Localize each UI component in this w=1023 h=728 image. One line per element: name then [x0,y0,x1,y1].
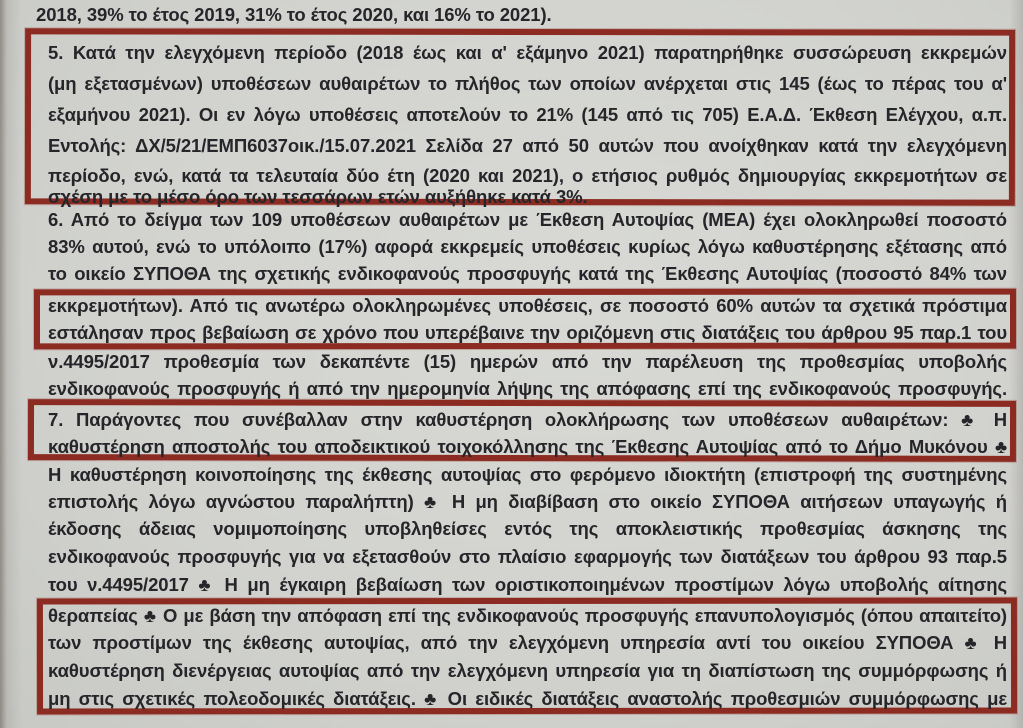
text-line: μη στις σχετικές πολεοδομικές διατάξεις. ♣ Οι ειδικές διατάξεις αναστολής προθεσμιών συμμόρφωσης με [48,688,1007,709]
text-line-paragraph-7-start: 7. Παράγοντες που συνέβαλλαν στην καθυστέρηση ολοκλήρωσης των υποθέσεων αυθαιρέτων: ♣ Η [48,409,1007,430]
text-line: 83% αυτού, ενώ το υπόλοιπο (17%) αφορά εκκρεμείς υποθέσεις κυρίως λόγω καθυστέρησης εξέτασης από [48,236,1007,257]
text-line: περίοδο, ενώ, κατά τα τελευταία δύο έτη (2020 και 2021), ο ετήσιος ρυθμός δημιουργίας εκκρεμοτήτων σε [48,165,1007,186]
text-line: Εντολής: ΔΧ/5/21/ΕΜΠ6037οικ./15.07.2021 Σελίδα 27 από 50 αυτών που ανοίχθηκαν κατά την ελεγχόμενη [48,135,1007,156]
text-line: Η καθυστέρηση κοινοποίησης της έκθεσης αυτοψίας στο φερόμενο ιδιοκτήτη (επιστροφή της συστημένης [48,464,1007,485]
text-line: εστάλησαν προς βεβαίωση σε χρόνο που υπερέβαινε την οριζόμενη στις διατάξεις του άρθρου 95 παρ.1 του [48,322,1007,343]
text-line: των προστίμων της έκθεσης αυτοψίας, από την ελεγχόμενη υπηρεσία αντί του οικείου ΣΥΠΟΘΑ ♣ Η [48,632,1007,653]
text-line: (μη εξετασμένων) υποθέσεων αυθαιρέτων το πλήθος των οποίων ανέρχεται στις 145 (έως το πέρας του α' [48,73,1007,94]
text-line: ν.4495/2017 προθεσμία των δεκαπέντε (15) ημερών από την παρέλευση της προθεσμίας υποβολής [48,351,1007,372]
text-line-paragraph-5-start: 5. Κατά την ελεγχόμενη περίοδο (2018 έως και α' εξάμηνο 2021) παρατηρήθηκε συσσώρευση εκκρεμών [48,42,1007,63]
text-line: καθυστέρηση διενέργειας αυτοψίας από την ελεγχόμενη υπηρεσία για τη διαπίστωση της συμμόρφωσης ή [48,660,1007,681]
text-line: το οικείο ΣΥΠΟΘΑ της σχετικής ενδικοφανούς προσφυγής κατά της Έκθεσης Αυτοψίας (ποσοστό 84% των [48,263,1007,284]
text-line: καθυστέρηση αποστολής του αποδεικτικού τοιχοκόλλησης της Έκθεσης Αυτοψίας από το Δήμο Μυκόνου ♣ [48,436,1007,457]
text-line-paragraph-6-start: 6. Από το δείγμα των 109 υποθέσεων αυθαιρέτων με Έκθεση Αυτοψίας (ΜΕΑ) έχει ολοκληρωθεί ποσοστό [48,209,1007,230]
text-line: 2018, 39% το έτος 2019, 31% το έτος 2020, και 16% το 2021). [36,4,552,25]
text-line: εξαμήνου 2021). Οι εν λόγω υποθέσεις αποτελούν το 21% (145 από τις 705) Ε.Α.Δ. Έκθεση Ελέγχου, α.π. [48,104,1007,125]
text-line: ενδικοφανούς προσφυγής ή από την ημερομηνία λήψης της απόφασης επί της ενδικοφανούς προσφυγής. [48,378,1007,399]
text-line: θεραπείας ♣ Ο με βάση την απόφαση επί της ενδικοφανούς προσφυγής επανυπολογισμός (όπου απαιτείτο) [48,605,1007,626]
text-line: εκκρεμοτήτων). Από τις ανωτέρω ολοκληρωμένες υποθέσεις, σε ποσοστό 60% αυτών τα σχετικά πρόστιμα [48,295,1007,316]
text-line: του ν.4495/2017 ♣ Η μη έγκαιρη βεβαίωση των οριστικοποιημένων προστίμων λόγω υποβολής αίτησης [48,574,1007,595]
text-line: επιστολής λόγω αγνώστου παραλήπτη) ♣ Η μη διαβίβαση στο οικείο ΣΥΠΟΘΑ αιτήσεων υπαγωγής ή [48,491,1007,512]
text-line: ενδικοφανούς προσφυγής για να εξετασθούν στο πλαίσιο εφαρμογής των διατάξεων του άρθρου 93 παρ.5 [48,546,1007,567]
text-line: έκδοσης άδειας νομιμοποίησης υποβληθείσες εντός της αποκλειστικής προθεσμίας άσκησης της [48,518,1007,539]
text-line: σχέση με το μέσο όρο των τεσσάρων ετών αυξήθηκε κατά 3%. [48,186,588,207]
